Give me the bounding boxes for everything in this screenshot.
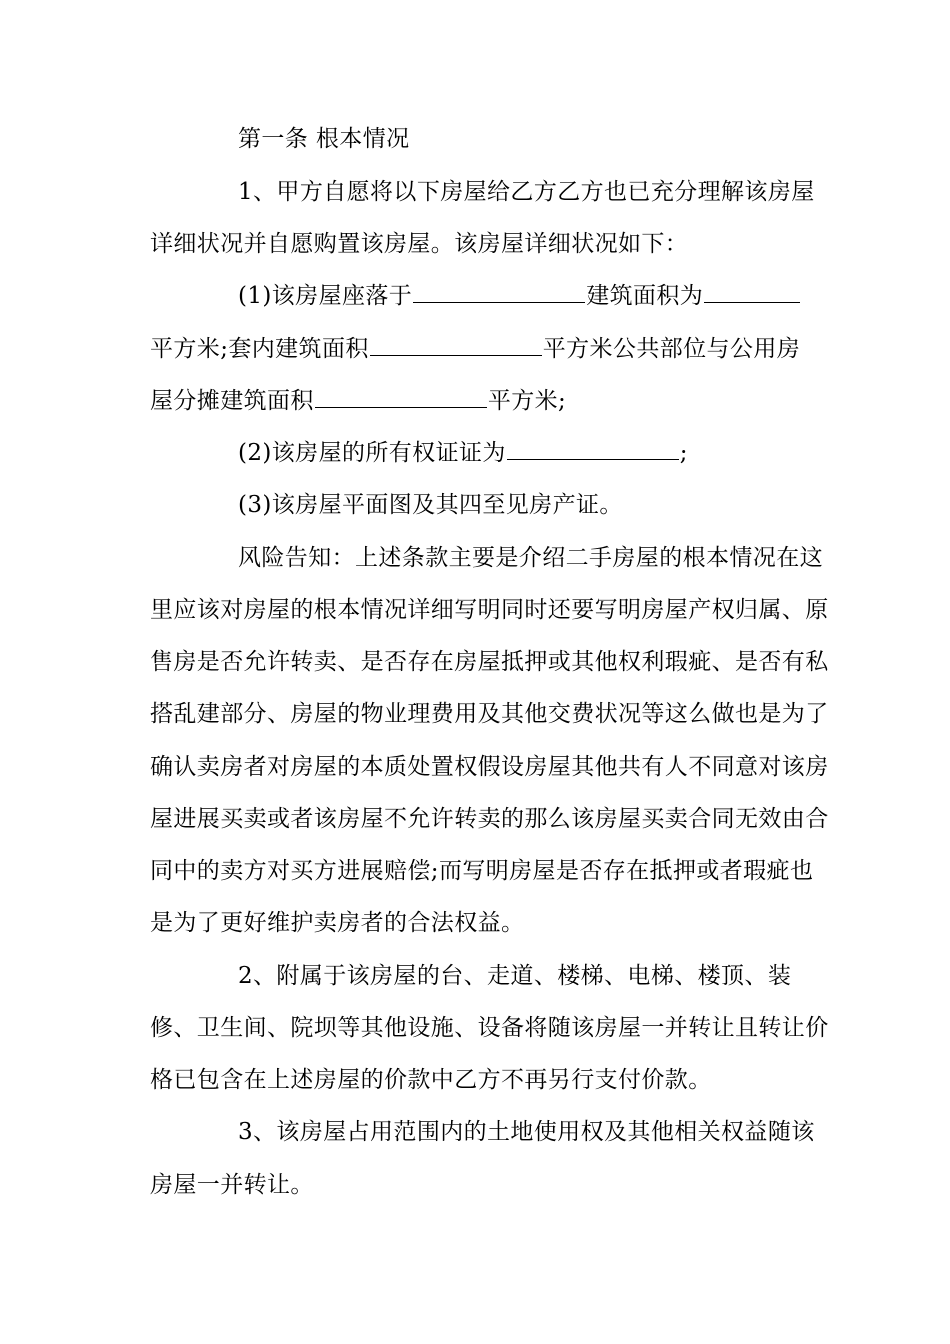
- item-1-line-1: (1)该房屋座落于 建筑面积为: [238, 281, 801, 311]
- article-heading: 第一条 根本情况: [238, 126, 410, 152]
- location-blank[interactable]: [413, 281, 585, 303]
- risk-notice-line: 搭乱建部分、房屋的物业理费用及其他交费状况等这么做也是为了: [150, 701, 829, 727]
- clause-1-line-1: 1、甲方自愿将以下房屋给乙方乙方也已充分理解该房屋: [238, 179, 815, 205]
- shared-area-blank[interactable]: [315, 386, 487, 408]
- risk-notice-line: 同中的卖方对买方进展赔偿;而写明房屋是否存在抵押或者瑕疵也: [150, 858, 814, 884]
- clause-2-line: 2、附属于该房屋的台、走道、楼梯、电梯、楼顶、装: [238, 963, 792, 989]
- item-3-line: (3)该房屋平面图及其四至见房产证。: [238, 492, 623, 518]
- clause-3-line: 3、该房屋占用范围内的土地使用权及其他相关权益随该: [238, 1119, 815, 1145]
- risk-notice-line: 风险告知：上述条款主要是介绍二手房屋的根本情况在这: [238, 545, 823, 571]
- clause-3-line: 房屋一并转让。: [150, 1172, 314, 1198]
- risk-notice-line: 确认卖房者对房屋的本质处置权假设房屋其他共有人不同意对该房: [150, 754, 829, 780]
- certificate-number-blank[interactable]: [507, 438, 679, 460]
- item-1-line-2: 平方米;套内建筑面积 平方米公共部位与公用房: [150, 336, 801, 362]
- risk-notice-line: 是为了更好维护卖房者的合法权益。: [150, 910, 525, 936]
- clause-2-line: 修、卫生间、院坝等其他设施、设备将随该房屋一并转让且转让价: [150, 1015, 829, 1041]
- risk-notice-line: 售房是否允许转卖、是否存在房屋抵押或其他权利瑕疵、是否有私: [150, 649, 829, 675]
- building-area-blank[interactable]: [704, 281, 800, 303]
- item-2-line: (2)该房屋的所有权证证为 ;: [238, 440, 688, 466]
- inner-area-blank[interactable]: [370, 334, 542, 356]
- risk-notice-line: 屋进展买卖或者该房屋不允许转卖的那么该房屋买卖合同无效由合: [150, 806, 829, 832]
- clause-2-line: 格已包含在上述房屋的价款中乙方不再另行支付价款。: [150, 1067, 712, 1093]
- item-1-line-3: 屋分摊建筑面积 平方米;: [150, 388, 567, 414]
- risk-notice-line: 里应该对房屋的根本情况详细写明同时还要写明房屋产权归属、原: [150, 597, 829, 623]
- clause-1-line-2: 详细状况并自愿购置该房屋。该房屋详细状况如下：: [150, 231, 689, 257]
